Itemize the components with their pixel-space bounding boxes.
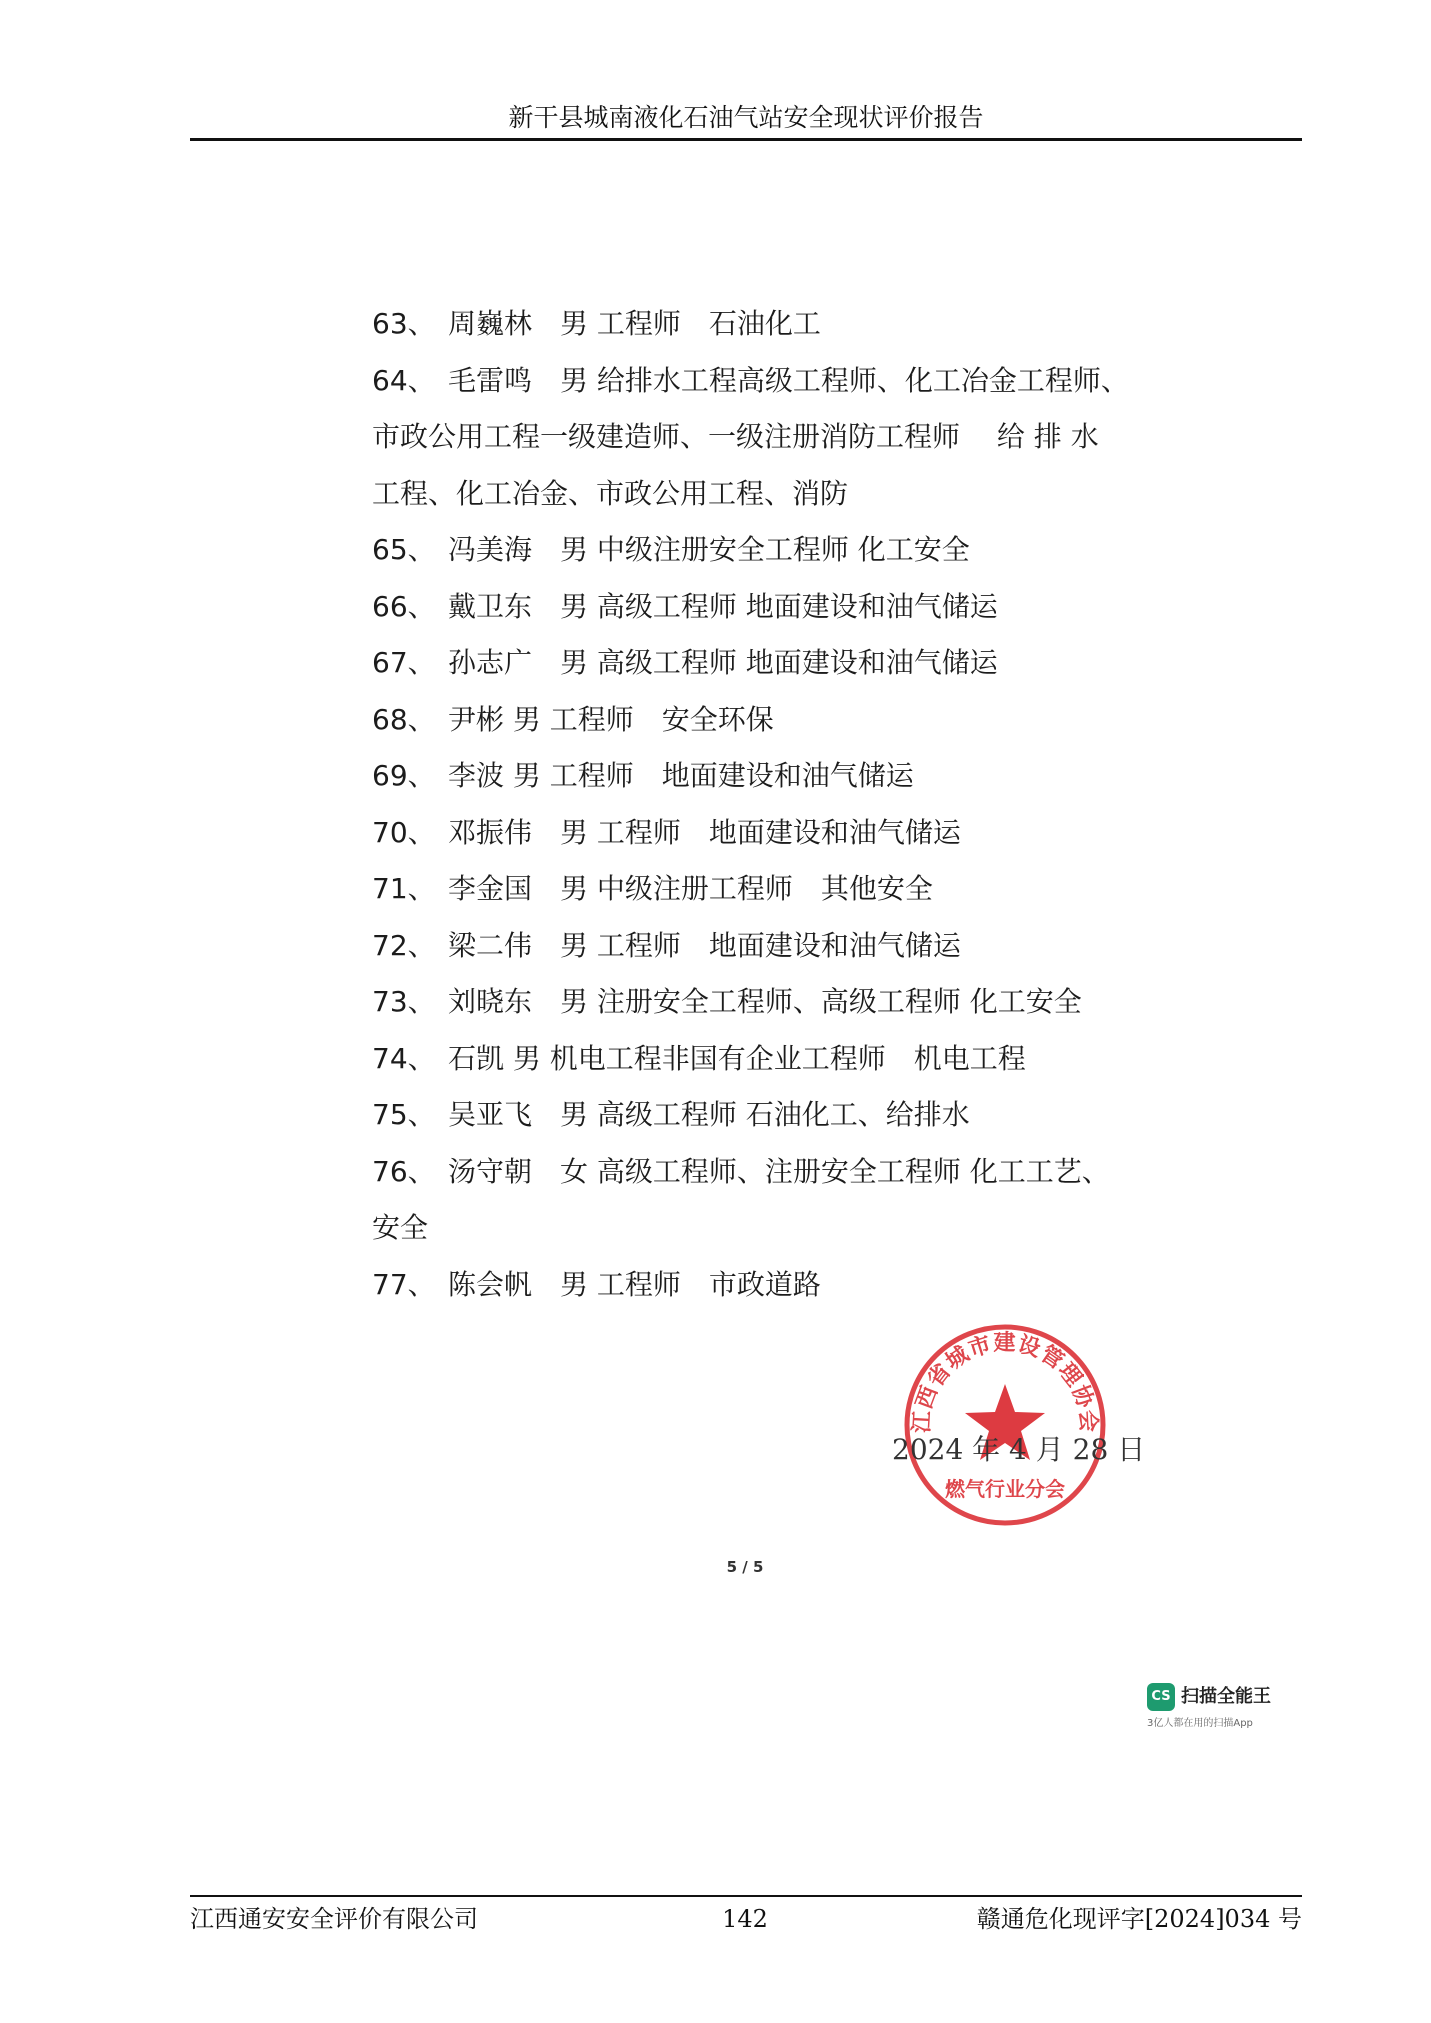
official-seal <box>900 1320 1110 1530</box>
seal-bottom-text: 燃气行业分会 <box>945 1477 1065 1501</box>
footer-page-number: 142 <box>722 1905 768 1933</box>
list-item-number: 72、 <box>372 928 436 962</box>
list-item <box>372 974 1142 1031</box>
list-item-text: 尹彬 男 工程师 安全环保 <box>448 702 774 736</box>
seal-ring-text: 江西省城市建设管理协会 <box>909 1331 1101 1434</box>
list-item <box>372 522 1142 579</box>
list-item-number: 64、 <box>372 363 436 397</box>
list-item-number: 76、 <box>372 1154 436 1188</box>
list-item <box>372 805 1142 862</box>
list-item <box>372 1031 1142 1088</box>
list-item-text: 李金国 男 中级注册工程师 其他安全 <box>448 872 933 905</box>
app-logo-icon: CS <box>1147 1683 1175 1711</box>
header-rule <box>190 138 1302 141</box>
list-item-text: 陈会帆 男 工程师 市政道路 <box>448 1267 821 1301</box>
scan-page-indicator: 5 / 5 <box>726 1558 764 1576</box>
list-item-number: 74、 <box>372 1041 436 1075</box>
list-item-number: 68、 <box>372 702 436 736</box>
list-item-text: 石凯 男 机电工程非国有企业工程师 机电工程 <box>448 1041 1026 1075</box>
scanner-app-watermark <box>1147 1683 1297 1729</box>
app-tagline: 3亿人都在用的扫描App <box>1147 1718 1253 1729</box>
list-item-text: 孙志广 男 高级工程师 地面建设和油气储运 <box>448 646 998 679</box>
list-item-number: 73、 <box>372 985 436 1018</box>
footer-company: 江西通安安全评价有限公司 <box>190 1905 478 1933</box>
list-item-text: 刘晓东 男 注册安全工程师、高级工程师 化工安全 <box>448 985 1082 1018</box>
list-item <box>372 579 1142 636</box>
list-item-number: 70、 <box>372 815 436 849</box>
list-item <box>372 1144 1142 1201</box>
list-item <box>372 296 1142 353</box>
list-item-number: 75、 <box>372 1098 436 1131</box>
list-item-text: 周巍林 男 工程师 石油化工 <box>448 307 821 340</box>
list-item-text: 邓振伟 男 工程师 地面建设和油气储运 <box>448 815 961 849</box>
list-item-number: 63、 <box>372 307 436 340</box>
list-item <box>372 1200 1142 1257</box>
list-item-number: 67、 <box>372 646 436 679</box>
list-item-text: 汤守朝 女 高级工程师、注册安全工程师 化工工艺、 <box>448 1154 1110 1188</box>
signature-date: 2024 年 4 月 28 日 <box>892 1433 1146 1466</box>
list-item <box>372 1087 1142 1144</box>
list-item-text: 李波 男 工程师 地面建设和油气储运 <box>448 759 914 792</box>
list-item <box>372 918 1142 975</box>
list-item-text: 市政公用工程一级建造师、一级注册消防工程师 给 排 水 <box>372 420 1099 453</box>
footer-rule <box>190 1895 1302 1897</box>
list-item <box>372 409 1142 466</box>
list-item-number: 77、 <box>372 1267 436 1301</box>
list-item <box>372 466 1142 523</box>
expert-list <box>372 296 1142 1313</box>
list-item <box>372 353 1142 410</box>
list-item-text: 工程、化工冶金、市政公用工程、消防 <box>372 476 849 510</box>
list-item-text: 梁二伟 男 工程师 地面建设和油气储运 <box>448 928 961 962</box>
list-item <box>372 692 1142 749</box>
list-item-number: 65、 <box>372 533 436 566</box>
list-item-text: 安全 <box>372 1211 429 1244</box>
list-item <box>372 861 1142 918</box>
list-item <box>372 748 1142 805</box>
list-item-text: 吴亚飞 男 高级工程师 石油化工、给排水 <box>448 1098 970 1131</box>
page-header-title: 新干县城南液化石油气站安全现状评价报告 <box>508 103 984 132</box>
list-item-text: 毛雷鸣 男 给排水工程高级工程师、化工冶金工程师、 <box>448 363 1129 397</box>
list-item <box>372 635 1142 692</box>
list-item-number: 71、 <box>372 872 436 905</box>
list-item-number: 69、 <box>372 759 436 792</box>
list-item-number: 66、 <box>372 589 436 623</box>
list-item-text: 冯美海 男 中级注册安全工程师 化工安全 <box>448 533 970 566</box>
app-name: 扫描全能王 <box>1181 1686 1271 1707</box>
list-item-text: 戴卫东 男 高级工程师 地面建设和油气储运 <box>448 589 998 623</box>
list-item <box>372 1257 1142 1314</box>
footer-doc-code: 赣通危化现评字[2024]034 号 <box>976 1905 1302 1933</box>
